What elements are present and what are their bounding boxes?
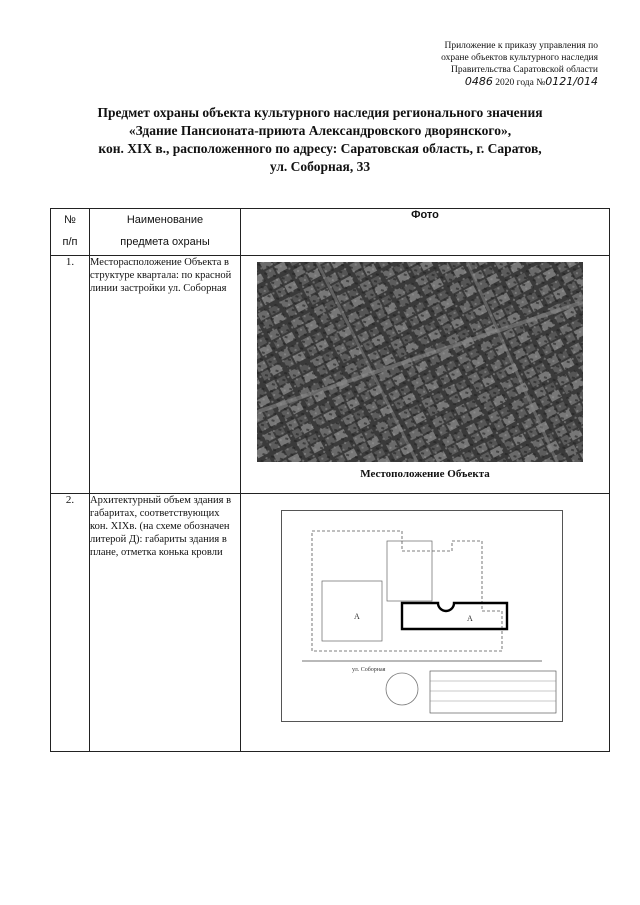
header-name	[90, 209, 241, 256]
title-line-3: кон. XIX в., расположенного по адресу: Саратовская область, г. Саратов,	[98, 141, 542, 156]
protection-subject-table	[50, 208, 610, 752]
header-number	[51, 209, 90, 256]
order-note-line-1: Приложение к приказу управления по	[444, 41, 598, 51]
aerial-photo-caption: Местоположение Объекта	[360, 468, 490, 480]
document-title	[60, 104, 580, 176]
order-reference-note	[388, 40, 598, 89]
row-number: 1.	[51, 256, 90, 494]
header-number-top: №	[64, 214, 76, 226]
aerial-photo	[257, 262, 583, 462]
table-row	[51, 494, 610, 752]
handwritten-number: 0121/014	[545, 75, 598, 88]
header-number-bottom: п/п	[62, 236, 78, 248]
header-name-bottom: предмета охраны	[120, 236, 210, 248]
order-note-line-2: охране объектов культурного наследия	[441, 53, 598, 63]
plan-litera-a-2: А	[467, 614, 473, 623]
title-line-1: Предмет охраны объекта культурного наследия регионального значения	[97, 105, 543, 120]
title-line-2: «Здание Пансионата-приюта Александровского дворянского»,	[128, 123, 512, 138]
table-row	[51, 256, 610, 494]
plan-litera-a: А	[354, 612, 360, 621]
plan-street-label: ул. Соборная	[352, 667, 386, 673]
order-note-line-4	[388, 76, 598, 89]
building-plan-scheme	[281, 510, 563, 722]
table-header-row	[51, 209, 610, 256]
row-number: 2.	[51, 494, 90, 752]
row-plan	[241, 494, 610, 752]
row-description: Месторасположение Объекта в структуре квартала: по красной линии застройки ул. Соборная	[90, 256, 241, 494]
row-photo	[241, 256, 610, 494]
handwritten-date: 0486	[464, 75, 493, 88]
order-year: 2020 года №	[495, 78, 546, 88]
header-photo: Фото	[241, 209, 610, 256]
row-description: Архитектурный объем здания в габаритах, соответствующих кон. XIXв. (на схеме обозначен литерой Д): габариты здания в плане, отметка конька кровли	[90, 494, 241, 752]
title-line-4: ул. Соборная, 33	[269, 159, 371, 174]
order-note-line-3: Правительства Саратовской области	[451, 65, 598, 75]
header-name-top: Наименование	[126, 214, 204, 226]
